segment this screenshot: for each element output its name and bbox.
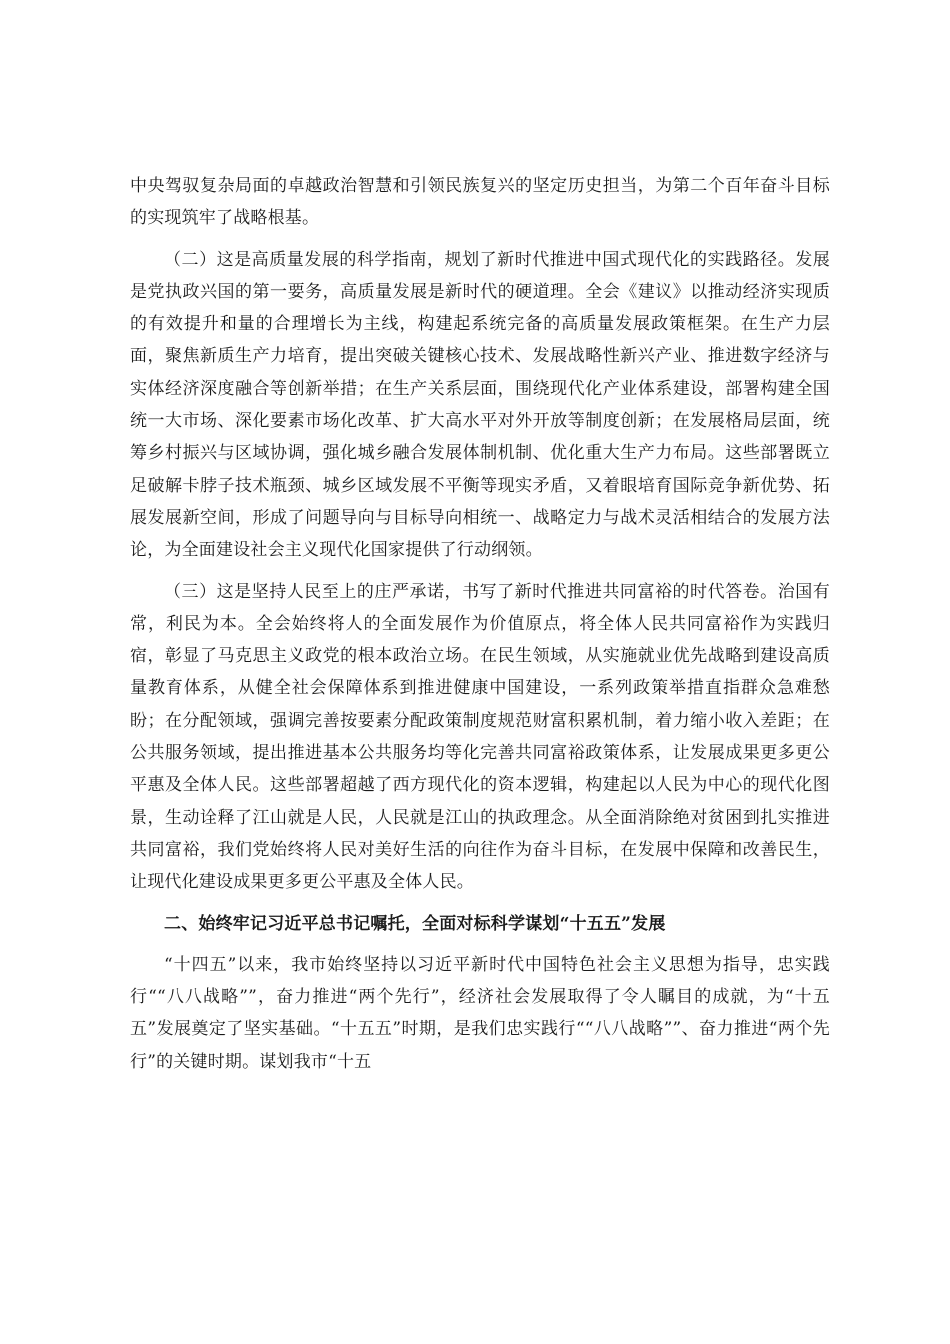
paragraph-section-2: （二）这是高质量发展的科学指南，规划了新时代推进中国式现代化的实践路径。发展是党执政兴国的第一要务，高质量发展是新时代的硬道理。全会《建议》以推动经济实现质的有效提升和量的合理增长为主线，构建起系统完备的高质量发展政策框架。在生产力层面，聚焦新质生产力培育，提出突破关键核心技术、发展战略性新兴产业、推进数字经济与实体经济深度融合等创新举措；在生产关系层面，围绕现代化产业体系建设，部署构建全国统一大市场、深化要素市场化改革、扩大高水平对外开放等制度创新；在发展格局层面，统筹乡村振兴与区域协调，强化城乡融合发展体制机制、优化重大生产力布局。这些部署既立足破解卡脖子技术瓶颈、城乡区域发展不平衡等现实矛盾，又着眼培育国际竞争新优势、拓展发展新空间，形成了问题导向与目标导向相统一、战略定力与战术灵活相结合的发展方法论，为全面建设社会主义现代化国家提供了行动纲领。	[130, 249, 830, 561]
paragraph-section-4: “十四五”以来，我市始终坚持以习近平新时代中国特色社会主义思想为指导，忠实践行““八八战略””，奋力推进“两个先行”，经济社会发展取得了令人瞩目的成就，为“十五五”发展奠定了坚实基础。“十五五”时期，是我们忠实践行““八八战略””、奋力推进“两个先行”的关键时期。谋划我市“十五	[130, 954, 830, 1072]
document-page	[130, 170, 830, 1087]
paragraph-continued: 中央驾驭复杂局面的卓越政治智慧和引领民族复兴的坚定历史担当，为第二个百年奋斗目标的实现筑牢了战略根基。	[130, 176, 830, 229]
paragraph-section-3: （三）这是坚持人民至上的庄严承诺，书写了新时代推进共同富裕的时代答卷。治国有常，利民为本。全会始终将人的全面发展作为价值原点，将全体人民共同富裕作为实践归宿，彰显了马克思主义政党的根本政治立场。在民生领域，从实施就业优先战略到建设高质量教育体系，从健全社会保障体系到推进健康中国建设，一系列政策举措直指群众急难愁盼；在分配领域，强调完善按要素分配政策制度规范财富积累机制，着力缩小收入差距；在公共服务领域，提出推进基本公共服务均等化完善共同富裕政策体系，让发展成果更多更公平惠及全体人民。这些部署超越了西方现代化的资本逻辑，构建起以人民为中心的现代化图景，生动诠释了江山就是人民，人民就是江山的执政理念。从全面消除绝对贫困到扎实推进共同富裕，我们党始终将人民对美好生活的向往作为奋斗目标，在发展中保障和改善民生，让现代化建设成果更多更公平惠及全体人民。	[130, 581, 830, 893]
section-heading-2: 二、始终牢记习近平总书记嘱托，全面对标科学谋划“十五五”发展	[164, 913, 666, 934]
